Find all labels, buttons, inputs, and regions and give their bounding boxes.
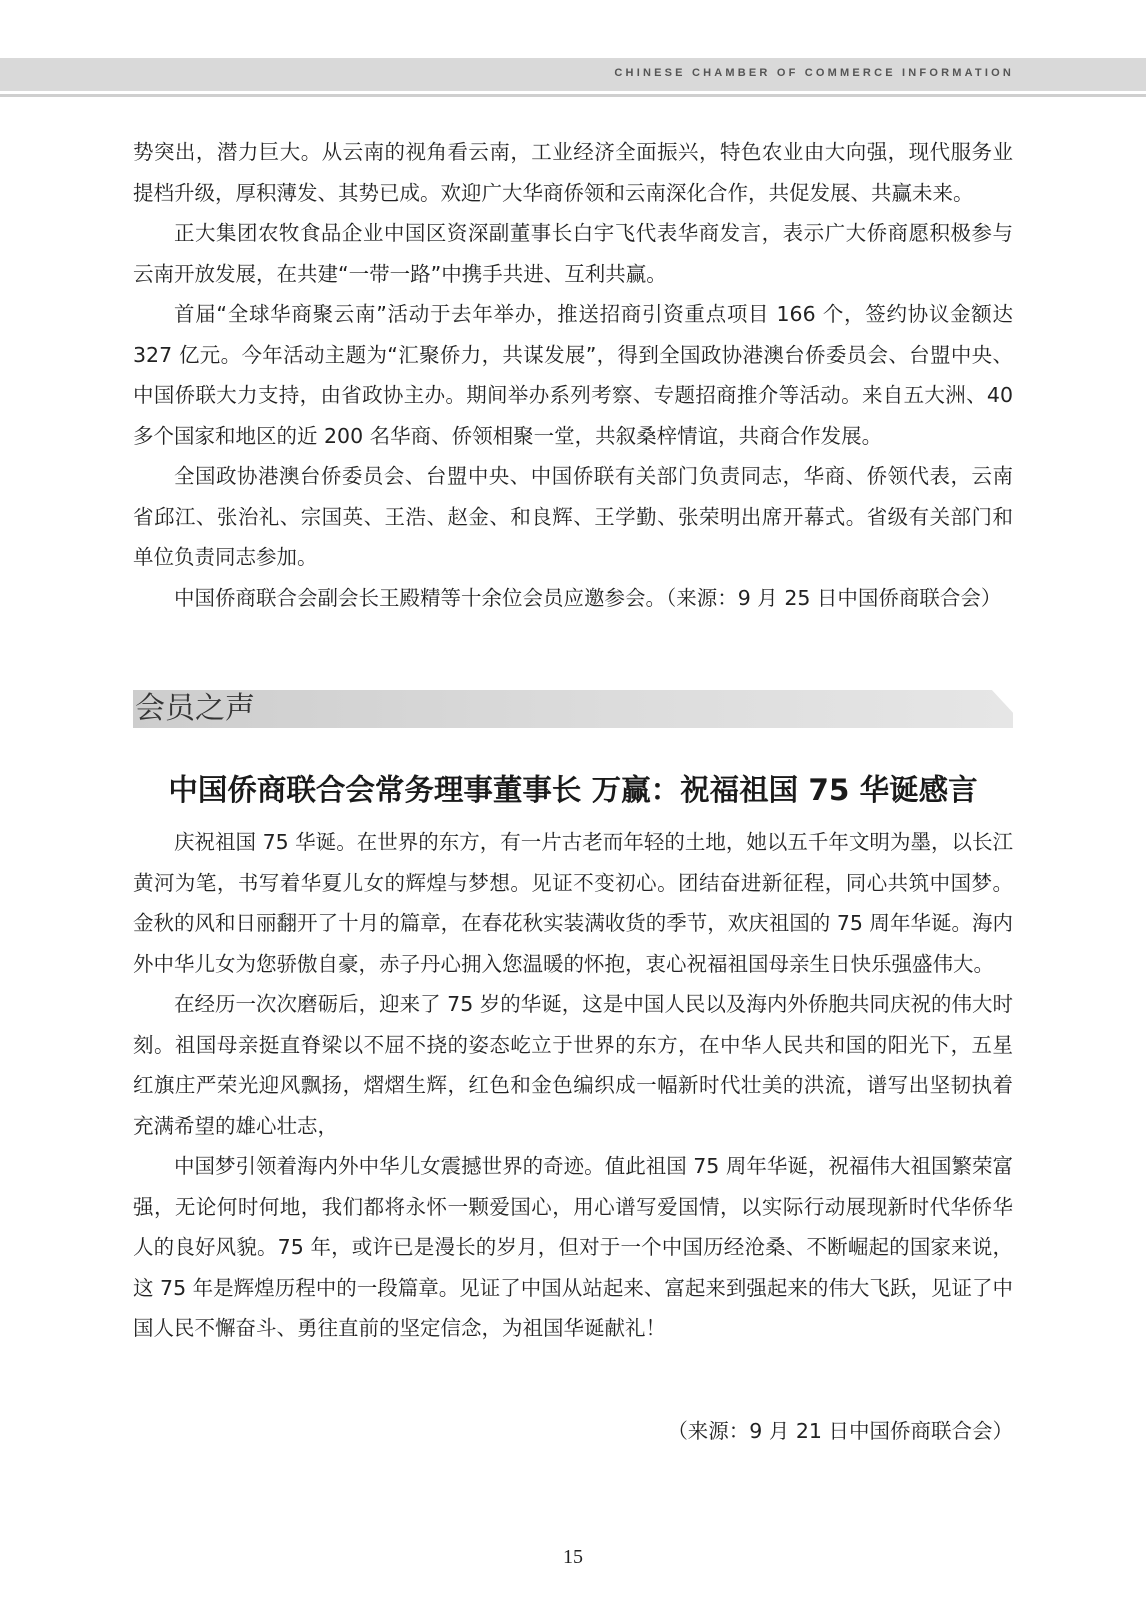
header-rule bbox=[0, 94, 1146, 97]
page-number: 15 bbox=[563, 1546, 583, 1568]
paragraph: 中国梦引领着海内外中华儿女震撼世界的奇迹。值此祖国 75 周年华诞，祝福伟大祖国繁荣富强，无论何时何地，我们都将永怀一颗爱国心，用心谱写爱国情，以实际行动展现新时代华侨华人的良好风貌。75 年，或许已是漫长的岁月，但对于一个中国历经沧桑、不断崛起的国家来说，这 75 年是辉煌历程中的一段篇章。见证了中国从站起来、富起来到强起来的伟大飞跃，见证了中国人民不懈奋斗、勇往直前的坚定信念，为祖国华诞献礼！ bbox=[133, 1154, 1013, 1340]
source-paragraph: 中国侨商联合会副会长王殿精等十余位会员应邀参会。（来源：9 月 25 日中国侨商联合会） bbox=[174, 585, 1002, 610]
paragraph: 全国政协港澳台侨委员会、台盟中央、中国侨联有关部门负责同志，华商、侨领代表，云南省邱江、张治礼、宗国英、王浩、赵金、和良辉、王学勤、张荣明出席开幕式。省级有关部门和单位负责同志参加。 bbox=[133, 464, 1013, 569]
article-title: 中国侨商联合会常务理事董事长 万赢：祝福祖国 75 华诞感言 bbox=[168, 773, 978, 807]
paragraph: 在经历一次次磨砺后，迎来了 75 岁的华诞，这是中国人民以及海内外侨胞共同庆祝的伟大时刻。祖国母亲挺直脊梁以不屈不挠的姿态屹立于世界的东方，在中华人民共和国的阳光下，五星红旗庄严荣光迎风飘扬，熠熠生辉，红色和金色编织成一幅新时代壮美的洪流，谱写出坚韧执着充满希望的雄心壮志， bbox=[133, 992, 1013, 1138]
publication-header: CHINESE CHAMBER OF COMMERCE INFORMATION bbox=[614, 67, 1014, 79]
paragraph: 势突出，潜力巨大。从云南的视角看云南，工业经济全面振兴，特色农业由大向强，现代服务业提档升级，厚积薄发、其势已成。欢迎广大华商侨领和云南深化合作，共促发展、共赢未来。 bbox=[133, 140, 1013, 205]
paragraph: 庆祝祖国 75 华诞。在世界的东方，有一片古老而年轻的土地，她以五千年文明为墨，以长江黄河为笔，书写着华夏儿女的辉煌与梦想。见证不变初心。团结奋进新征程，同心共筑中国梦。金秋的风和日丽翻开了十月的篇章，在春花秋实装满收货的季节，欢庆祖国的 75 周年华诞。海内外中华儿女为您骄傲自豪，赤子丹心拥入您温暖的怀抱，衷心祝福祖国母亲生日快乐强盛伟大。 bbox=[133, 830, 1013, 976]
upper-article-body bbox=[133, 132, 1013, 618]
article-body bbox=[133, 822, 1013, 1349]
article-source: （来源：9 月 21 日中国侨商联合会） bbox=[667, 1419, 1013, 1443]
section-title: 会员之声 bbox=[135, 691, 255, 726]
paragraph: 正大集团农牧食品企业中国区资深副董事长白宇飞代表华商发言，表示广大侨商愿积极参与云南开放发展，在共建“一带一路”中携手共进、互利共赢。 bbox=[133, 221, 1013, 286]
paragraph: 首届“全球华商聚云南”活动于去年举办，推送招商引资重点项目 166 个，签约协议金额达 327 亿元。今年活动主题为“汇聚侨力，共谋发展”，得到全国政协港澳台侨委员会、台盟中央、中国侨联大力支持，由省政协主办。期间举办系列考察、专题招商推介等活动。来自五大洲、40 多个国家和地区的近 200 名华商、侨领相聚一堂，共叙桑梓情谊，共商合作发展。 bbox=[133, 302, 1013, 448]
section-header-bar bbox=[133, 690, 1013, 728]
